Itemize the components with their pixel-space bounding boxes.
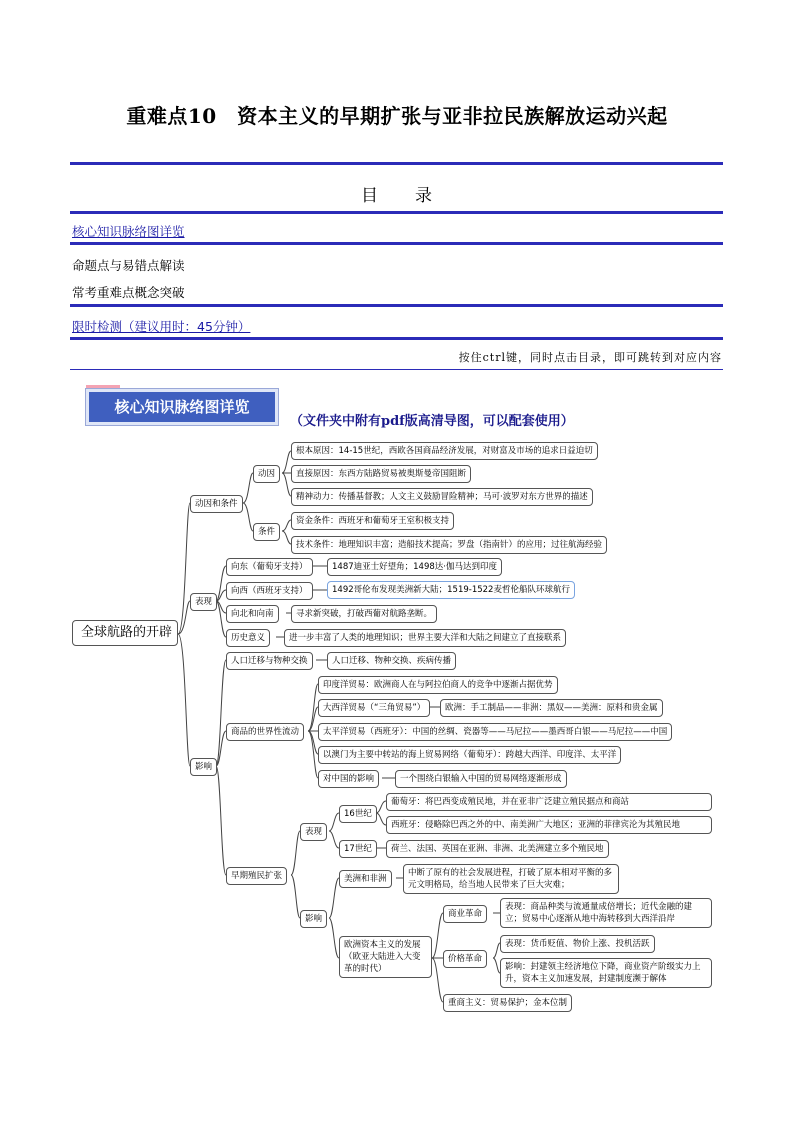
toc-item-concepts[interactable]: 常考重难点概念突破 [72,285,185,300]
node-significance: 历史意义 [226,629,270,647]
node-root-cause: 根本原因：14-15世纪，西欧各国商品经济发展，对财富及市场的追求日益迫切 [291,442,598,460]
node-conditions: 条件 [253,523,280,541]
node-17th-detail: 荷兰、法国、英国在亚洲、非洲、北美洲建立多个殖民地 [386,840,609,858]
node-atlantic-detail: 欧洲：手工制品——非洲：黑奴——美洲：原料和贵金属 [440,699,663,717]
node-migration: 人口迁移与物种交换 [226,652,313,670]
node-spiritual-motive: 精神动力：传播基督教；人文主义鼓励冒险精神；马可·波罗对东方世界的描述 [291,488,593,506]
node-indian-ocean-trade: 印度洋贸易：欧洲商人在与阿拉伯商人的竞争中逐渐占据优势 [318,676,558,694]
node-price-revolution: 价格革命 [443,950,487,968]
node-16th-century: 16世纪 [339,805,377,823]
node-migration-detail: 人口迁移、物种交换、疾病传播 [327,652,456,670]
node-china-impact-detail: 一个围绕白银输入中国的贸易网络逐渐形成 [395,770,567,788]
node-north-south-detail: 寻求新突破，打破西葡对航路垄断。 [291,605,437,623]
node-manifestation: 表现 [190,593,217,611]
node-eastward-detail: 1487迪亚士好望角；1498达·伽马达到印度 [327,558,502,576]
toc-heading: 目 录 [361,186,433,206]
node-americas-africa: 美洲和非洲 [339,870,392,888]
node-colonial-manifestation: 表现 [300,823,327,841]
node-westward: 向西（西班牙支持） [226,582,313,600]
node-motive: 动因 [253,465,280,483]
mindmap-root: 全球航路的开辟 [72,620,178,646]
node-colonial-expansion: 早期殖民扩张 [226,867,287,885]
node-price-impact: 影响：封建领主经济地位下降，商业资产阶级实力上升，资本主义加速发展，封建制度濒于解体 [500,958,712,988]
node-portugal: 葡萄牙：将巴西变成殖民地，并在亚非广泛建立殖民据点和商站 [386,793,712,811]
node-colonial-impact: 影响 [300,910,327,928]
node-china-impact: 对中国的影响 [318,770,379,788]
node-direct-cause: 直接原因：东西方陆路贸易被奥斯曼帝国阻断 [291,465,471,483]
node-macau-network: 以澳门为主要中转站的海上贸易网络（葡萄牙）：跨越大西洋、印度洋、太平洋 [318,746,621,764]
node-price-manifestation: 表现：货币贬值、物价上涨、投机活跃 [500,935,655,953]
node-motive-conditions: 动因和条件 [190,495,243,513]
node-technology: 技术条件：地理知识丰富；造船技术提高；罗盘（指南针）的应用；过往航海经验 [291,536,607,554]
ctrl-click-hint: 按住ctrl键，同时点击目录，即可跳转到对应内容 [458,351,722,364]
node-spain: 西班牙：侵略除巴西之外的中、南美洲广大地区；亚洲的菲律宾沦为其殖民地 [386,816,712,834]
toc-item-key-points[interactable]: 命题点与易错点解读 [72,258,185,273]
banner-note: （文件夹中附有pdf版高清导图，可以配套使用） [290,414,574,429]
node-global-trade: 商品的世界性流动 [226,723,304,741]
node-mercantilism: 重商主义：贸易保护；金本位制 [443,994,572,1012]
node-impact: 影响 [190,758,217,776]
node-funding: 资金条件：西班牙和葡萄牙王室积极支持 [291,512,454,530]
node-atlantic-trade: 大西洋贸易（“三角贸易”） [318,699,430,717]
node-eastward: 向东（葡萄牙支持） [226,558,313,576]
node-westward-detail: 1492哥伦布发现美洲新大陆；1519-1522麦哲伦船队环球航行 [327,581,575,599]
node-pacific-trade: 太平洋贸易（西班牙）：中国的丝绸、瓷器等——马尼拉——墨西哥白银——马尼拉——中国 [318,723,672,741]
toc-link-mindmap[interactable]: 核心知识脉络图详览 [72,224,185,239]
section-banner: 核心知识脉络图详览 [86,389,278,425]
node-european-capitalism: 欧洲资本主义的发展（欧亚大陆进入大变革的时代） [339,936,432,978]
toc-link-test[interactable]: 限时检测（建议用时：45分钟） [72,319,251,334]
node-commercial-detail: 表现：商品种类与流通量成倍增长；近代金融的建立；贸易中心逐渐从地中海转移到大西洋沿岸 [500,898,712,928]
node-commercial-revolution: 商业革命 [443,905,487,923]
node-north-south: 向北和向南 [226,605,279,623]
node-americas-africa-detail: 中断了原有的社会发展进程，打破了原本相对平衡的多元文明格局，给当地人民带来了巨大灾难； [403,864,619,894]
page-title: 重难点10 资本主义的早期扩张与亚非拉民族解放运动兴起 [126,104,668,128]
node-significance-detail: 进一步丰富了人类的地理知识；世界主要大洋和大陆之间建立了直接联系 [284,629,566,647]
node-17th-century: 17世纪 [339,840,377,858]
